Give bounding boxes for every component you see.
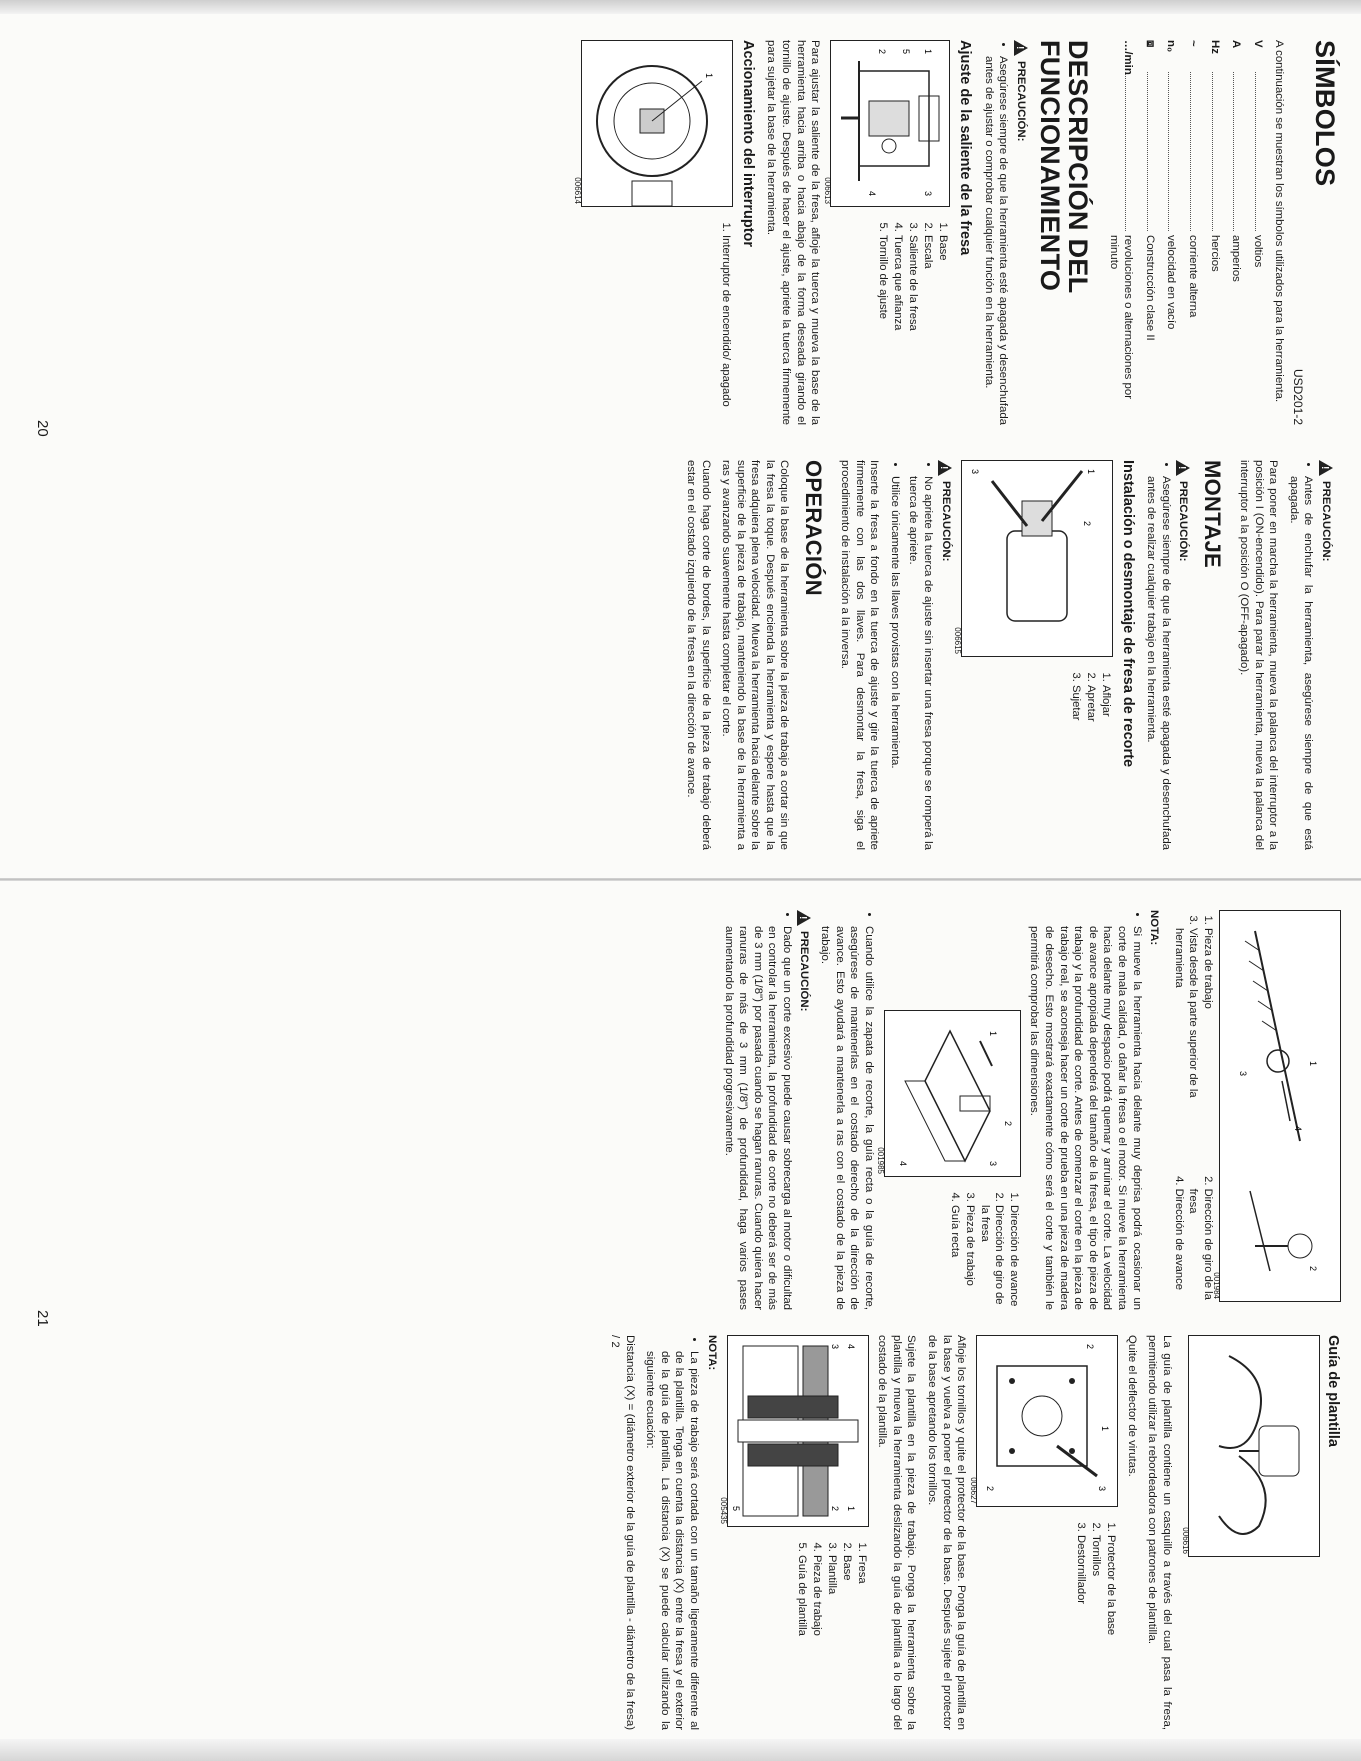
warning-triangle-icon [1319,460,1333,476]
svg-text:1: 1 [845,1506,856,1512]
symbol-row [1142,40,1157,425]
nota-label: NOTA: [1148,910,1161,946]
figure-depth-adjust [822,40,950,207]
svg-text:1: 1 [703,73,714,79]
svg-text:1: 1 [1085,469,1096,475]
legend-item: 4. Guía recta [948,1205,962,1310]
figure-legend-section [727,1537,869,1636]
legend-item: 2. Apretar [1084,685,1098,722]
svg-text:2: 2 [1081,521,1092,527]
figure-legend-guide [884,1187,1021,1310]
symbol-description: amperios [1230,235,1243,282]
svg-text:2: 2 [877,49,888,55]
caution-heading [1013,40,1028,425]
nota-text: • Si mueve la herramienta hacia delante muy deprisa podrá ocasionar un corte de mala calidad, o dañar la fresa o el motor. Si mueve la herramienta hacia delante muy despacio podrá quemar y arruinar el corte. La velocidad de avance apropiada dependerá del tamaño de la fresa, el tipo de pieza de trabajo y la profundidad de corte. Antes de comenzar el corte en la pieza de trabajo real, se aconseja hacer un corte de prueba en una pieza de madera de desecho. Esto mostrará exactamente cómo será el corte y también le permitirá comprobar las dimensiones. [1027,926,1144,1310]
legend-item: 5. Guía de plantilla [795,1555,809,1636]
afloje-text: Afloje los tornillos y quite el protector de la base. Ponga la guía de plantilla en la base y vuelva a poner el protector de la base. Después sujete el protector de la base apretando los tornillos. [926,1335,968,1730]
figure-code: 006614 [573,177,583,204]
left-column-2 [677,460,1339,850]
legend-item: 2. Dirección de giro de la fresa [1186,1189,1215,1310]
template-section-drawing [728,1336,868,1526]
leader-dots [1190,72,1192,231]
legend-item: 4. Pieza de trabajo [810,1555,824,1636]
symbol-description: velocidad en vacío [1165,235,1178,330]
leader-dots [1168,72,1170,231]
figure-bit-install [953,460,1113,657]
svg-text:3: 3 [1097,1486,1108,1492]
nota-text: • La pieza de trabajo será cortada con un tamaño ligeramente diferente al de la plantilla. Tenga en cuenta la distancia (X) entre la fresa y el exterior de la guía de plantilla. La distancia (X) se puede calcular utilizando la siguiente ecuación: [643,1351,701,1730]
figure-template-section [719,1335,869,1527]
legend-item: 3. Sujetar [1069,685,1083,722]
nota-label: NOTA: [705,1335,718,1371]
legend-item: 4. Tuerca que afianza [891,235,905,331]
right-page [0,880,1361,1760]
legend-item: 1. Dirección de avance [1007,1205,1021,1310]
symbol-glyph: n₀ [1165,40,1178,53]
figure-code: 006615 [953,627,963,654]
sujete-text: Sujete la plantilla en la pieza de trabajo. Ponga la herramienta sobre la plantilla y mueva la herramienta deslizando la guía de plantilla a lo largo del costado de la plantilla. [876,1335,918,1730]
symbol-description: revoluciones o alternaciones por minuto [1107,235,1135,399]
warning-triangle-icon [1014,40,1028,56]
caution-text: • Asegúrese siempre de que la herramienta esté apagada y desenchufada antes de ajustar o comprobar cualquier función en la herramienta. [981,56,1010,425]
leader-dots [1212,72,1214,231]
figure-straight-guide [876,1010,1021,1177]
caution-item: • No apriete la tuerca de ajuste sin insertar una fresa porque se romperá la tuerca de apriete. [906,476,935,850]
operacion-text-1: Coloque la base de la herramienta sobre la pieza de trabajo a cortar sin que la fresa la toque. Después encienda la herramienta y espere hasta que la fresa adquiera plena velocidad. Mueva la herramienta hacia delante sobre la superficie de la pieza de trabajo, manteniendo la base de la herramienta a ras y avanzando suavemente hasta completar el corte. [720,460,791,850]
symbol-description: voltios [1251,235,1264,268]
svg-text:1: 1 [1100,1426,1111,1432]
legend-item: 3. Saliente de la fresa [906,235,920,331]
legend-item: 1. Protector de la base [1104,1535,1118,1635]
leader-dots [1147,72,1149,231]
caution-label: PRECAUCIÓN: [1177,481,1190,562]
wrench-drawing [962,461,1112,656]
plantilla-title: Guía de plantilla [1325,1335,1341,1447]
ajuste-title: Ajuste de la saliente de la fresa [957,40,974,256]
leader-dots [1255,72,1257,231]
legend-item: 1. Interruptor de encendido/ apagado [719,235,733,407]
operacion-text-2: Cuando haga corte de bordes, la superficie de la pieza de trabajo deberá estar en el costado izquierdo de la fresa en la dirección de avance. [684,460,712,850]
figure-legend-protector [976,1517,1118,1635]
legend-item: 3. Vista desde la parte superior de la herramienta [1171,928,1200,1131]
symbol-glyph: A [1230,40,1243,49]
interruptor-title: Accionamiento del interruptor [739,40,756,248]
deflector-text: Quite el deflector de virutas. [1125,1335,1138,1477]
svg-text:3: 3 [969,469,980,475]
svg-text:3: 3 [1238,1071,1248,1077]
page-number: 20 [34,420,51,437]
left-column-1 [573,40,1339,425]
instalacion-title: Instalación o desmontaje de fresa de recorte [1119,460,1136,768]
svg-text:5: 5 [901,49,912,55]
svg-text:4: 4 [1293,1126,1303,1132]
page-number: 21 [34,1310,51,1327]
legend-item: 3. Plantilla [825,1555,839,1636]
symbol-description: corriente alterna [1187,235,1200,318]
svg-text:2: 2 [1085,1344,1096,1350]
svg-text:1: 1 [923,49,934,55]
symbol-row [1207,40,1222,425]
descripcion-title: DESCRIPCIÓN DEL FUNCIONAMIENTO [1035,40,1094,294]
svg-text:5: 5 [730,1506,741,1512]
figure-base-protector [968,1335,1118,1507]
figure-legend-switch [581,217,733,407]
legend-item: 5. Tornillo de ajuste [876,235,890,331]
svg-text:3: 3 [923,191,934,197]
legend-item: 3. Pieza de trabajo [963,1205,977,1310]
caution-heading [1318,460,1333,850]
right-column-1 [715,910,1341,1310]
caution-label: PRECAUCIÓN: [939,481,952,562]
svg-text:4: 4 [867,191,878,197]
svg-text:1: 1 [1308,1061,1318,1067]
template-guide-drawing [1189,1336,1319,1556]
symbol-row [1164,40,1179,425]
symbol-glyph: …/min [1122,40,1135,75]
legend-item: 1. Pieza de trabajo [1200,928,1215,1131]
base-protector-drawing [977,1336,1117,1506]
plantilla-text: La guía de plantilla contiene un casquillo a través del cual pasa la fresa, permitiendo utilizar la rebordeadora con patrones de plantilla. [1146,1335,1173,1730]
legend-item: 2. Dirección de giro de la fresa [978,1205,1006,1310]
caution-text: • Antes de enchufar la herramienta, asegúrese siempre de que está apagada. [1286,476,1315,850]
figure-template-guide [1180,1335,1320,1557]
legend-item: 2. Base [840,1555,854,1636]
figure-code: 005435 [719,1497,729,1524]
caution-text: • Dado que un corte excesivo puede causar sobrecarga al motor o dificultad en controlar la herramienta, la profundidad de corte no deberá ser de más de 3 mm (1/8") por pasada cuando se hagan ranuras. Cuando quiera hacer ranuras de más de 3 mm (1/8") de profundidad, haga varios pases aumentando la profundidad progresivamente. [721,926,794,1310]
leader-dots [1125,72,1127,231]
straight-guide-drawing [885,1011,1020,1176]
svg-text:2: 2 [829,1506,840,1512]
figure-code: 006613 [822,177,832,204]
symbol-glyph: ⧈ [1143,40,1156,48]
symbol-description: hercios [1208,235,1221,272]
warning-triangle-icon [938,460,952,476]
caution-heading [797,910,812,1310]
guia-text: • Cuando utilice la zapata de recorte, la guía recta o la guía de recorte, asegúrese de mantenerlas en el costado derecho de la dirección de avance. Esto ayudará a mantenerla a ras con el costado de la pieza de trabajo. [818,926,876,1310]
figure-code: 006616 [1180,1527,1190,1554]
svg-text:1: 1 [987,1031,998,1037]
symbol-glyph: V [1251,40,1264,48]
switch-text: Para poner en marcha la herramienta, mueva la palanca del interruptor a la posición I (ON-encendido). Para parar la herramienta, mueva la palanca del interruptor a la posición O (OFF-apagado). [1238,460,1280,850]
figure-code: 001984 [1211,1272,1221,1299]
figure-legend-depth [830,217,950,331]
caution-label: PRECAUCIÓN: [798,931,811,1012]
figure-code: 001985 [876,1147,886,1174]
svg-text:3: 3 [829,1344,840,1350]
legend-item: 1. Aflojar [1099,685,1113,722]
svg-text:2: 2 [1002,1121,1013,1127]
symbols-list [1106,40,1265,425]
insert-text: Inserte la fresa a fondo en la tuerca de ajuste y gire la tuerca de apriete firmemente con las dos llaves. Para desmontar la fresa, siga el procedimiento de instalación a la inversa. [839,460,881,850]
equation: Distancia (X) = (diámetro exterior de la guía de plantilla - diámetro de la fresa) / 2 [609,1335,636,1730]
figure-feed-direction [1211,910,1341,1302]
ajuste-text: Para ajustar la saliente de la fresa, afloje la tuerca y mueva la base de la herramienta hacia arriba o hacia abajo de la forma deseada girando el tornillo de ajuste. Después de hacer el ajuste, apriete la tuerca firmemente para sujetar la base de la herramienta. [765,40,822,425]
symbols-intro: A continuación se muestran los símbolos utilizados para la herramienta. [1273,40,1286,403]
caution-item: • Utilice únicamente las llaves provistas con la herramienta. [887,476,902,850]
symbol-row [1250,40,1265,425]
warning-triangle-icon [797,910,811,926]
montaje-title: MONTAJE [1200,460,1226,569]
symbol-row [1185,40,1200,425]
caution-label: PRECAUCIÓN: [1320,481,1332,562]
svg-text:4: 4 [845,1344,856,1350]
legend-item: 4. Dirección de avance [1171,1189,1186,1310]
caution-heading [1176,460,1191,850]
switch-drawing [582,41,732,206]
symbol-glyph: Hz [1208,40,1221,54]
left-page [0,0,1361,880]
caution-list [887,460,935,850]
svg-text:4: 4 [897,1161,908,1167]
legend-item: 2. Escala [921,235,935,331]
leader-dots [1233,72,1235,231]
legend-item: 1. Fresa [855,1555,869,1636]
caution-label: PRECAUCIÓN: [1015,61,1028,142]
figure-switch [573,40,733,207]
svg-text:3: 3 [987,1161,998,1167]
svg-text:2: 2 [985,1486,996,1492]
symbol-description: Construcción clase II [1143,235,1156,341]
legend-item: 1. Base [936,235,950,331]
figure-legend-feed-left [1171,910,1215,1131]
figure-code: 006627 [968,1477,978,1504]
legend-item: 2. Tornillos [1089,1535,1103,1635]
svg-text:2: 2 [1308,1266,1318,1272]
warning-triangle-icon [1176,460,1190,476]
symbols-title: SÍMBOLOS [1310,40,1340,187]
legend-item: 3. Destornillador [1074,1535,1088,1635]
caution-text: • Asegúrese siempre de que la herramienta esté apagada y desenchufada antes de realizar cualquier trabajo en la herramienta. [1144,476,1173,850]
symbol-row [1229,40,1244,425]
feed-direction-drawing [1220,911,1340,1301]
right-column-2 [602,1335,1342,1730]
caution-heading [938,460,953,850]
figure-legend-install [961,667,1113,722]
model-number: USD201-2 [1291,368,1305,425]
operacion-title: OPERACIÓN [801,460,827,596]
router-base-drawing [831,41,949,206]
symbol-row [1106,40,1135,425]
symbol-glyph: ~ [1187,40,1200,47]
